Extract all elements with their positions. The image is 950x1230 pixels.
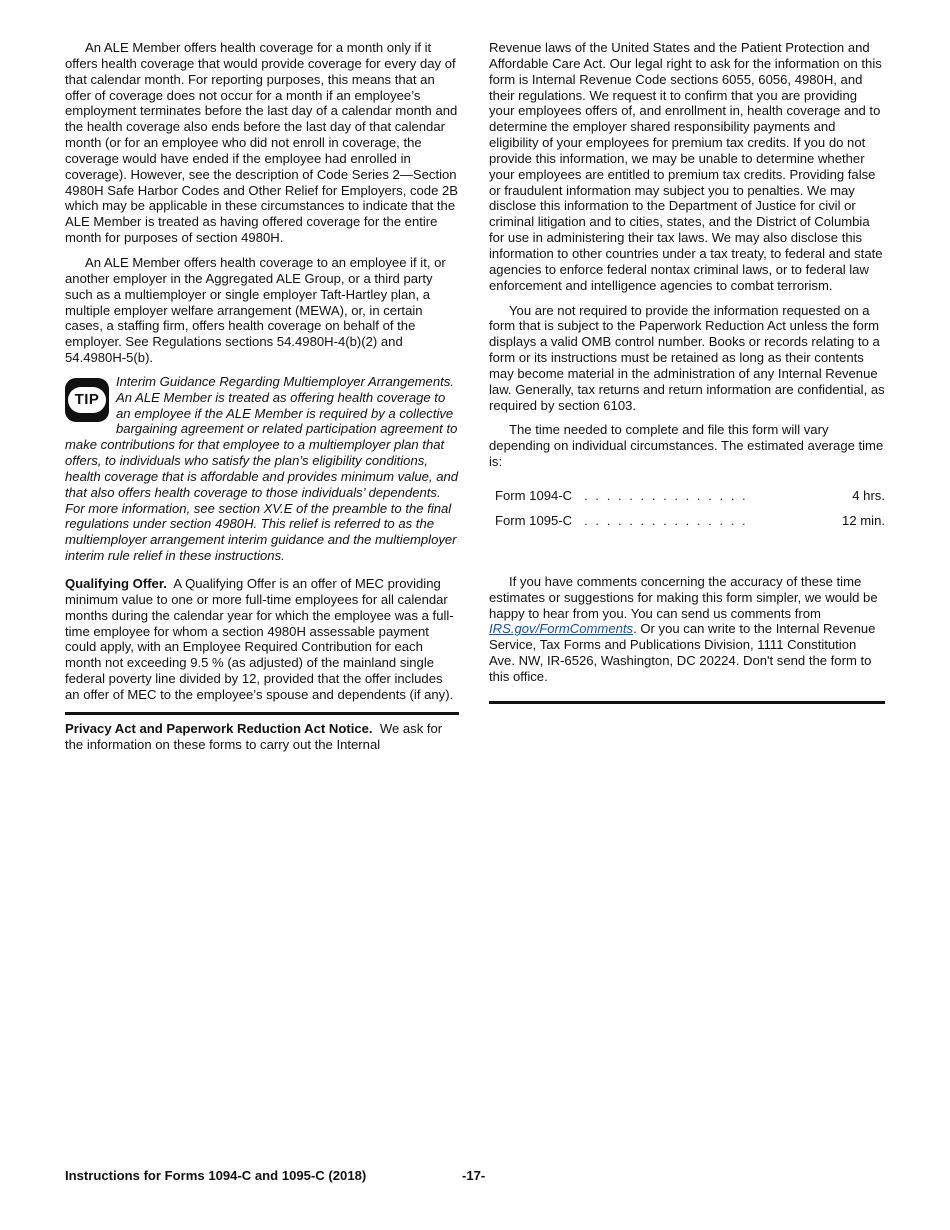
end-divider	[489, 701, 885, 704]
time-row	[495, 513, 885, 538]
time-row-value: 4 hrs.	[852, 487, 885, 503]
qualifying-offer-paragraph	[65, 576, 459, 703]
time-row-form: Form 1095-C	[495, 512, 573, 528]
form-comments-link[interactable]: IRS.gov/FormComments	[489, 621, 634, 637]
paragraph-time-needed: The time needed to complete and file this form will vary depending on individual circumstances. The estimated average time is:	[489, 422, 884, 470]
tip-text: Interim Guidance Regarding Multiemployer Arrangements. An ALE Member is treated as offering health coverage to an employee if the ALE Member is required by a collective bargaining agreement or related participation agreement to make contributions for that employee to a multiemployer plan that offers, to individuals who satisfy the plan’s eligibility conditions, health coverage that is affordable and provides minimum value, and that also offers health coverage to those individuals’ dependents. For more information, see section XV.E of the preamble to the final regulations under section 4980H. This relief is referred to as the multiemployer arrangement interim guidance and the multiemployer interim rule relief in these instructions.	[65, 373, 459, 564]
privacy-text: We ask for the information on these forms to carry out the Internal	[65, 720, 443, 752]
tip-block	[65, 374, 459, 564]
paragraph-comments	[489, 574, 885, 685]
footer-title: Instructions for Forms 1094-C and 1095-C (2018)	[65, 1168, 367, 1183]
comments-text: If you have comments concerning the accuracy of these time estimates or suggestions for making this form simpler, we would be happy to hear from you. You can send us comments from	[489, 573, 878, 621]
time-estimate-table	[489, 488, 885, 538]
time-row-value: 12 min.	[842, 512, 885, 528]
comments-address-text: . Or you can write to the Internal Revenue Service, Tax Forms and Publications Division, 1111 Constitution Ave. NW, IR-6526, Washington, DC 20224. Don't send the form to this office.	[489, 621, 876, 684]
tip-icon	[65, 378, 109, 422]
dot-leader: . . . . . . . . . . . . . . .	[584, 487, 748, 503]
tip-icon-label: TIP	[74, 390, 100, 408]
paragraph-legal-right: Revenue laws of the United States and the Patient Protection and Affordable Care Act. Our legal right to ask for the information on this form is Internal Revenue Code sections 6055, 6056, 4980H, and their regulations. We request it to confirm that you are providing your employees offers of, and enrollment in, health coverage and to determine the employer shared responsibility payments and eligibility of your employees for premium tax credits. If you do not provide this information, we may be unable to determine whether your employees are entitled to premium tax credits. Providing false or fraudulent information may subject you to penalties. We may disclose this information to the Department of Justice for civil or criminal litigation and to cities, states, and the District of Columbia for use in administering their tax laws. We may also disclose this information to other countries under a tax treaty, to federal and state agencies to enforce federal nontax criminal laws, or to federal law enforcement and intelligence agencies to combat terrorism.	[489, 40, 883, 293]
left-column	[65, 40, 459, 752]
privacy-heading: Privacy Act and Paperwork Reduction Act Notice.	[65, 720, 373, 736]
qualifying-offer-text: A Qualifying Offer is an offer of MEC providing minimum value to one or more full-time employees for all calendar months during the calendar year for which the employee was a full-time employee for whom a section 4980H assessable payment could apply, with an Employee Required Contribution for each month not exceeding 9.5 % (as adjusted) of the mainland single federal poverty line divided by 12, provided that the offer includes an offer of MEC to the employee’s spouse and dependents (if any).	[65, 576, 454, 702]
page-number: -17-	[462, 1168, 486, 1183]
paragraph-omb: You are not required to provide the information requested on a form that is subject to the Paperwork Reduction Act unless the form displays a valid OMB control number. Books or records relating to a form or its instructions must be retained as long as their contents may become material in the administration of any Internal Revenue law. Generally, tax returns and return information are confidential, as required by section 6103.	[489, 302, 885, 413]
dot-leader: . . . . . . . . . . . . . . .	[584, 512, 748, 528]
paragraph-offer-employee: An ALE Member offers health coverage to an employee if it, or another employer in the Aggregated ALE Group, or a third party such as a multiemployer or single employer Taft-Hartley plan, a multiple employer welfare arrangement (MEWA), or, in certain cases, a staffing firm, offers health coverage on behalf of the employer. See Regulations sections 54.4980H-4(b)(2) and 54.4980H-5(b).	[65, 254, 446, 366]
time-row-form: Form 1094-C	[495, 487, 573, 503]
section-divider	[65, 712, 459, 715]
right-column	[489, 40, 885, 704]
time-row	[495, 488, 885, 513]
privacy-paragraph	[65, 721, 459, 753]
qualifying-offer-heading: Qualifying Offer.	[65, 576, 167, 591]
paragraph-offer-month: An ALE Member offers health coverage for a month only if it offers health coverage that would provide coverage for every day of that calendar month. For reporting purposes, this means that an offer of coverage does not occur for a month if an employee’s employment terminates before the last day of a calendar month and the health coverage also ends before the last day of that calendar month (or for an employee who did not enroll in coverage, the coverage would have ended if the employee had enrolled in coverage). However, see the description of Code Series 2—Section 4980H Safe Harbor Codes and Other Relief for Employers, code 2B which may be applicable in these circumstances to indicate that the ALE Member is treated as having offered coverage for the entire month for purposes of section 4980H.	[65, 40, 459, 246]
